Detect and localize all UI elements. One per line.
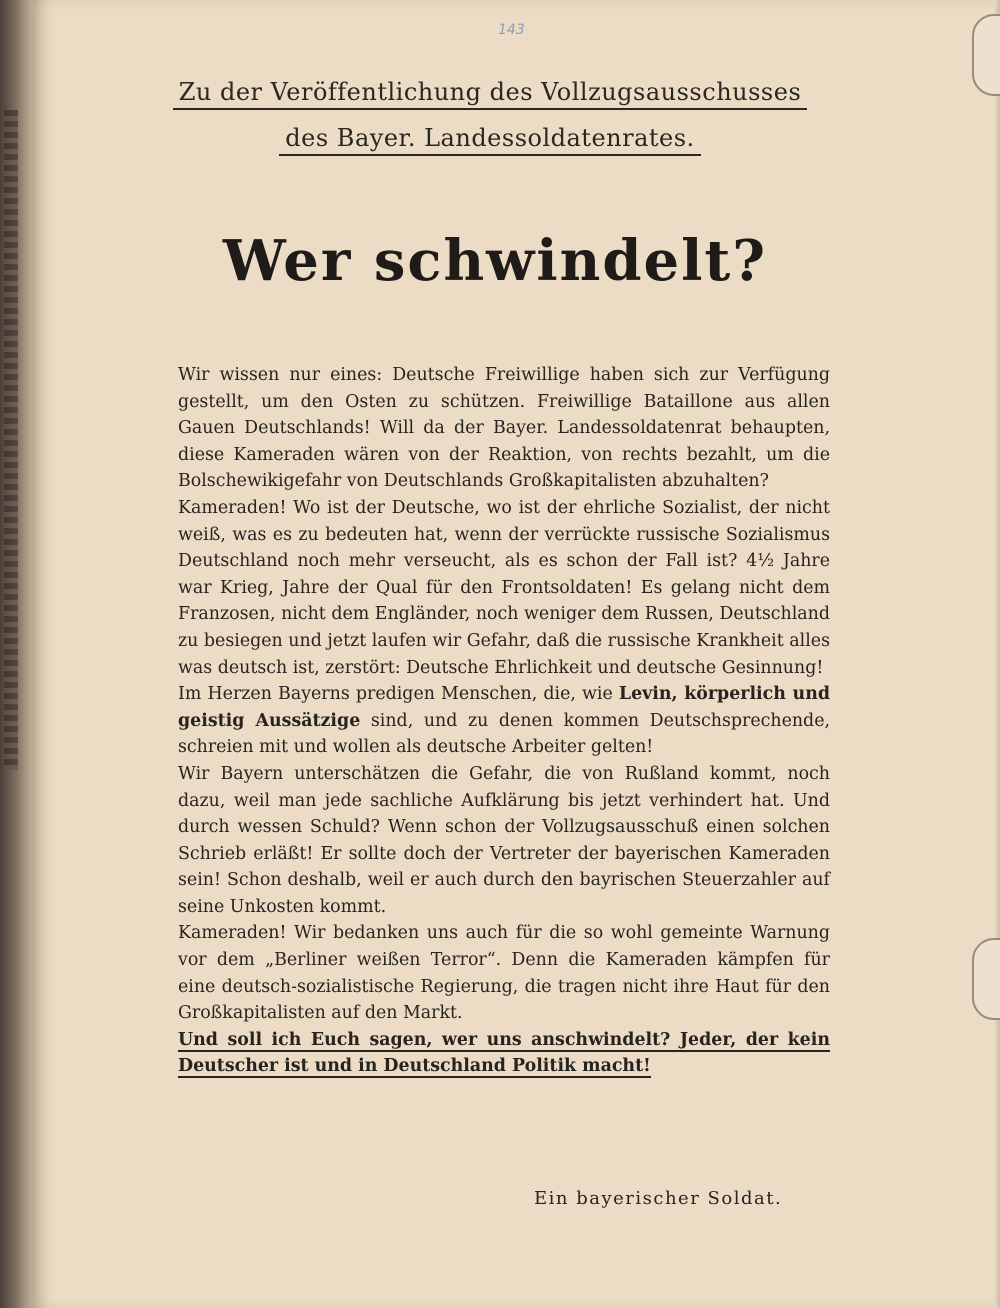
signature: Ein bayerischer Soldat. <box>534 1188 783 1209</box>
paragraph-1: Wir wissen nur eines: Deutsche Freiwillige haben sich zur Verfügung gestellt, um den Osten zu schützen. Freiwillige Bataillone aus allen Gauen Deutschlands! Will da der Bayer. Landessoldatenrat behaupten, diese Kameraden wären von der Reaktion, von rechts bezahlt, um die Bolschewikigefahr von Deutschlands Großkapitalisten abzuhalten? <box>178 365 830 492</box>
paragraph-3-after: sind, und zu denen kommen Deutschsprechende, schreien mit und wollen als deutsche Arbeiter gelten! <box>178 710 831 758</box>
paragraph-3 <box>178 681 830 761</box>
folio-number: 143 <box>498 22 525 38</box>
binding-strip <box>4 110 18 770</box>
paragraph-2: Kameraden! Wo ist der Deutsche, wo ist der ehrliche Sozialist, der nicht weiß, was es zu bedeuten hat, wenn der verrückte russische Sozialismus Deutschland noch mehr verseucht, als es schon der Fall ist? 4½ Jahre war Krieg, Jahre der Qual für den Frontsoldaten! Es gelang nicht dem Franzosen, nicht dem Engländer, noch weniger dem Russen, Deutschland zu besiegen und jetzt laufen wir Gefahr, daß die russische Krankheit alles was deutsch ist, zerstört: Deutsche Ehrlichkeit und deutsche Gesinnung! <box>178 497 830 678</box>
paragraph-4: Wir Bayern unterschätzen die Gefahr, die von Rußland kommt, noch dazu, weil man jede sachliche Aufklärung bis jetzt verhindert hat. Und durch wessen Schuld? Wenn schon der Vollzugsausschuß einen solchen Schrieb erläßt! Er sollte doch der Vertreter der bayerischen Kameraden sein! Schon deshalb, weil er auch durch den bayrischen Steuerzahler auf seine Unkosten kommt. <box>178 763 830 917</box>
paragraph-5: Kameraden! Wir bedanken uns auch für die so wohl gemeinte Warnung vor dem „Berliner weißen Terror“. Denn die Kameraden kämpfen für eine deutsch-sozialistische Regierung, die tragen nicht ihre Haut für den Großkapitalisten auf den Markt. <box>178 923 830 1024</box>
header-line-2: des Bayer. Landessoldatenrates. <box>279 124 700 156</box>
header-line-1-wrap <box>160 78 820 110</box>
paragraph-3-before: Im Herzen Bayerns predigen Menschen, die, wie <box>178 684 619 705</box>
body-text <box>178 362 830 1080</box>
closing-statement: Und soll ich Euch sagen, wer uns anschwindelt? Jeder, der kein Deutscher ist und in Deutschland Politik macht! <box>178 1029 830 1077</box>
closing-paragraph <box>178 1027 830 1080</box>
punch-hole-bottom <box>972 938 1000 1020</box>
page-edge <box>994 0 1000 1308</box>
paragraph-3-emphasis: Levin, körperlich und geistig Aussätzige <box>178 684 830 731</box>
punch-hole-top <box>972 14 1000 96</box>
header-line-1: Zu der Veröffentlichung des Vollzugsausschusses <box>173 78 808 110</box>
header-line-2-wrap <box>160 124 820 156</box>
document-title: Wer schwindelt? <box>222 228 768 294</box>
